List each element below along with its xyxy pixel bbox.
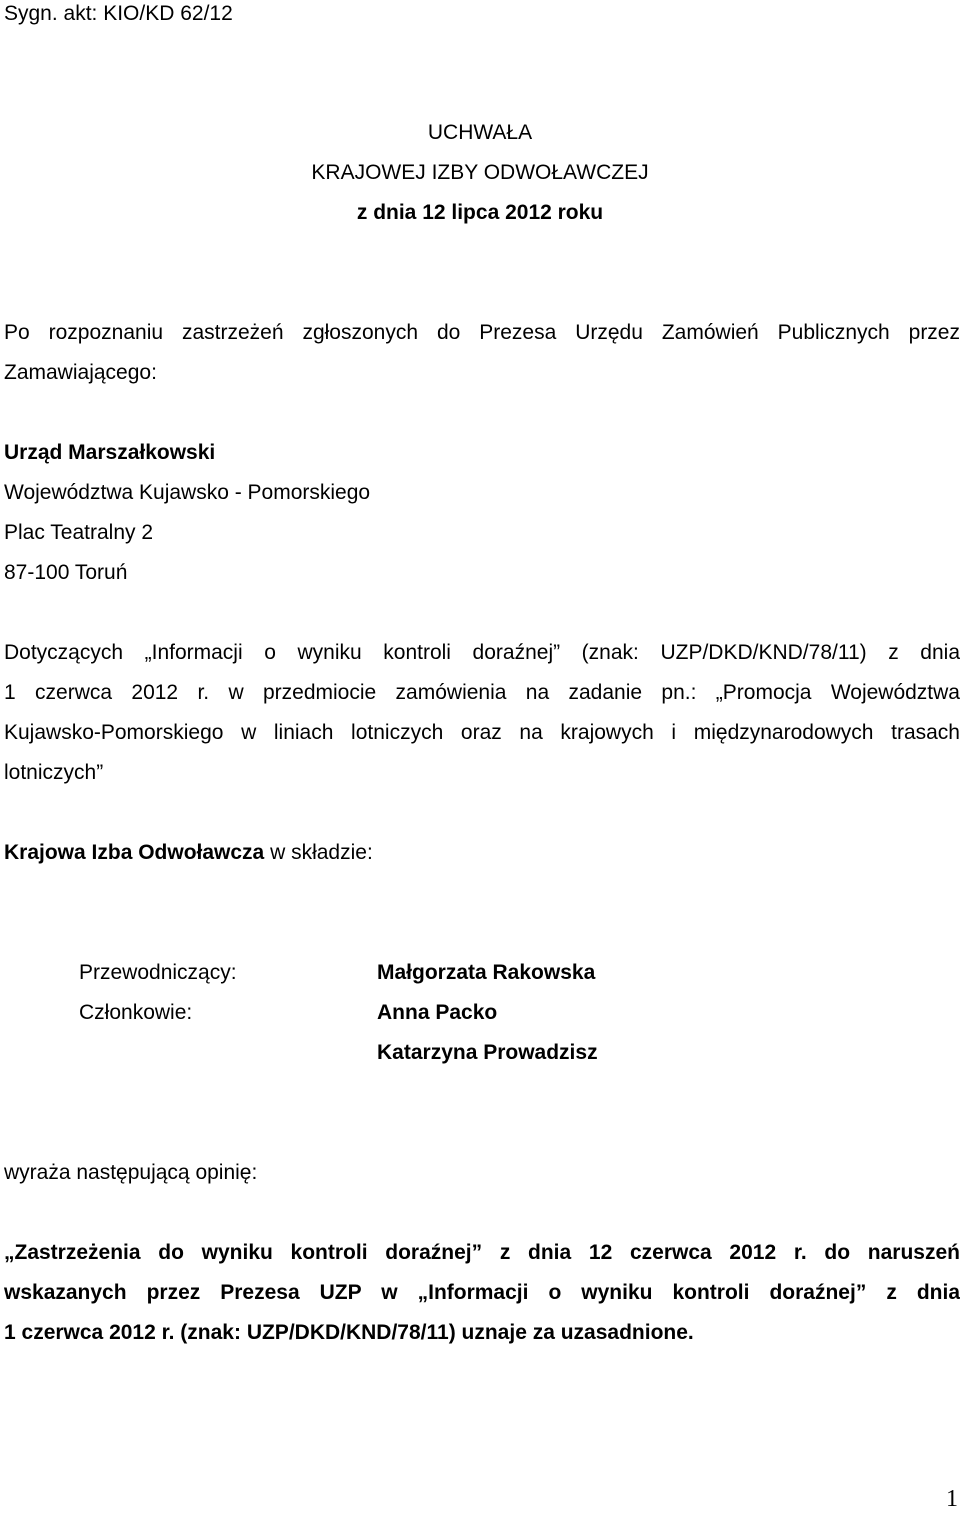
- opinion-line-3: 1 czerwca 2012 r. (znak: UZP/DKD/KND/78/11) uznaje za uzasadnione.: [4, 1321, 694, 1344]
- subject-line-2: 1 czerwca 2012 r. w przedmiocie zamówienia na zadanie pn.: „Promocja Województwa: [4, 681, 960, 704]
- case-signature: Sygn. akt: KIO/KD 62/12: [4, 2, 233, 25]
- address-line-4: 87-100 Toruń: [4, 561, 128, 584]
- panel-intro-rest: w składzie:: [264, 841, 373, 864]
- panel-intro: [4, 840, 373, 866]
- member-2-name: Katarzyna Prowadzisz: [377, 1041, 598, 1064]
- opinion-line-2: wskazanych przez Prezesa UZP w „Informacji o wyniku kontroli doraźnej” z dnia: [4, 1281, 960, 1304]
- title-date: z dnia 12 lipca 2012 roku: [356, 201, 604, 224]
- intro-line-1: Po rozpoznaniu zastrzeżeń zgłoszonych do Prezesa Urzędu Zamówień Publicznych przez: [4, 321, 960, 344]
- opinion-intro: wyraża następującą opinię:: [4, 1161, 258, 1184]
- intro-line-2: Zamawiającego:: [4, 361, 157, 384]
- address-line-1: Urząd Marszałkowski: [4, 441, 216, 464]
- subject-line-1: Dotyczących „Informacji o wyniku kontroli doraźnej” (znak: UZP/DKD/KND/78/11) z dnia: [4, 641, 960, 664]
- subject-line-4: lotniczych”: [4, 761, 104, 784]
- panel-intro-name: Krajowa Izba Odwoławcza: [4, 841, 265, 864]
- chair-label: Przewodniczący:: [79, 961, 237, 984]
- subject-line-3: Kujawsko-Pomorskiego w liniach lotniczych oraz na krajowych i międzynarodowych trasach: [4, 721, 960, 744]
- opinion-line-1: „Zastrzeżenia do wyniku kontroli doraźnej” z dnia 12 czerwca 2012 r. do naruszeń: [4, 1241, 960, 1264]
- chair-name: Małgorzata Rakowska: [377, 961, 596, 984]
- title-chamber: KRAJOWEJ IZBY ODWOŁAWCZEJ: [311, 161, 649, 184]
- address-line-3: Plac Teatralny 2: [4, 521, 154, 544]
- member-1-name: Anna Packo: [377, 1001, 498, 1024]
- page-number: 1: [946, 1486, 958, 1512]
- title-resolution: UCHWAŁA: [427, 121, 533, 144]
- members-label: Członkowie:: [79, 1001, 193, 1024]
- address-line-2: Województwa Kujawsko - Pomorskiego: [4, 481, 371, 504]
